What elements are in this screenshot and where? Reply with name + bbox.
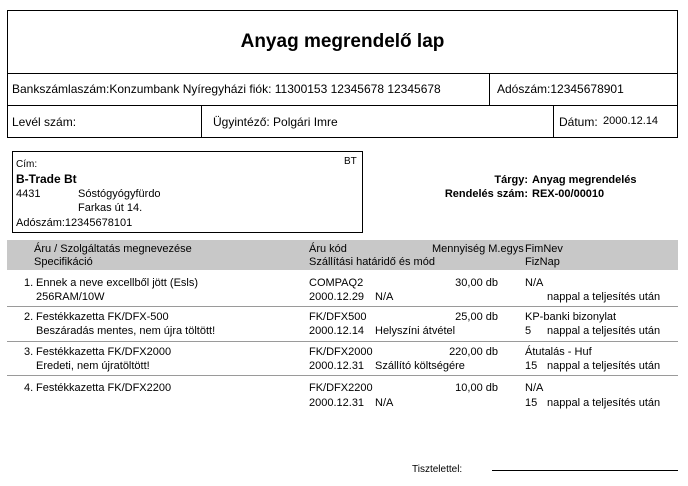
regards-label: Tisztelettel: bbox=[412, 464, 463, 475]
row-fim: N/A bbox=[525, 382, 544, 394]
row-terms: nappal a teljesítés után bbox=[547, 291, 661, 303]
row-fiz: 5 bbox=[525, 325, 532, 337]
row-name: Ennek a neve excellből jött (Esls) bbox=[36, 277, 199, 289]
bank-account: Bankszámlaszám:Konzumbank Nyíregyházi fiók: 11300153 12345678 12345678 bbox=[12, 82, 441, 96]
header-vline-3 bbox=[553, 105, 554, 138]
col-delivery-header: Szállítási határidő és mód bbox=[309, 256, 435, 268]
row-fiz: 15 bbox=[525, 397, 538, 409]
administrator: Ügyintéző: Polgári Imre bbox=[213, 115, 338, 129]
subject-label: Tárgy: bbox=[494, 174, 528, 186]
col-fimnev-header: FimNev bbox=[525, 243, 563, 255]
address-code: BT bbox=[344, 156, 357, 167]
row-terms: nappal a teljesítés után bbox=[547, 360, 661, 372]
row-name: Festékkazetta FK/DFX2000 bbox=[36, 346, 172, 358]
col-item-header: Áru / Szolgáltatás megnevezése bbox=[34, 243, 192, 255]
row-number: 3. bbox=[24, 346, 34, 358]
row-mode: N/A bbox=[375, 291, 394, 303]
signature-line bbox=[492, 470, 678, 471]
letter-number-label: Levél szám: bbox=[12, 115, 77, 129]
row-spec: Beszáradás mentes, nem újra töltött! bbox=[36, 325, 216, 337]
row-qty: 10,00 db bbox=[455, 382, 498, 394]
row-qty: 30,00 db bbox=[455, 277, 498, 289]
date-label: Dátum: bbox=[559, 115, 598, 129]
col-spec-header: Specifikáció bbox=[34, 256, 93, 268]
row-terms: nappal a teljesítés után bbox=[547, 397, 661, 409]
header-vline-2 bbox=[201, 105, 202, 138]
col-qty-header: Mennyiség M.egys bbox=[432, 243, 524, 255]
row-separator bbox=[7, 375, 678, 376]
row-code: FK/DFX500 bbox=[309, 311, 367, 323]
address-company: B-Trade Bt bbox=[16, 172, 77, 186]
header-divider-1 bbox=[7, 73, 678, 74]
address-tax: Adószám:12345678101 bbox=[16, 217, 133, 229]
row-date: 2000.12.31 bbox=[309, 360, 365, 372]
row-spec: 256RAM/10W bbox=[36, 291, 105, 303]
row-date: 2000.12.14 bbox=[309, 325, 365, 337]
row-mode: Helyszíni átvétel bbox=[375, 325, 456, 337]
order-label: Rendelés szám: bbox=[444, 188, 528, 200]
row-code: FK/DFX2200 bbox=[309, 382, 373, 394]
row-name: Festékkazetta FK/DFX-500 bbox=[36, 311, 169, 323]
row-terms: nappal a teljesítés után bbox=[547, 325, 661, 337]
subject-value: Anyag megrendelés bbox=[532, 174, 637, 186]
row-qty: 220,00 db bbox=[449, 346, 498, 358]
address-cim-label: Cím: bbox=[16, 159, 38, 170]
row-mode: Szállító költségére bbox=[375, 360, 465, 372]
row-fim: Átutalás - Huf bbox=[525, 346, 592, 358]
address-street: Farkas út 14. bbox=[78, 202, 143, 214]
row-date: 2000.12.31 bbox=[309, 397, 365, 409]
row-separator bbox=[7, 306, 678, 307]
row-fim: N/A bbox=[525, 277, 544, 289]
header-vline-1 bbox=[489, 73, 490, 105]
order-value: REX-00/00010 bbox=[532, 188, 605, 200]
row-number: 4. bbox=[24, 382, 34, 394]
row-fim: KP-banki bizonylat bbox=[525, 311, 617, 323]
row-mode: N/A bbox=[375, 397, 394, 409]
row-date: 2000.12.29 bbox=[309, 291, 365, 303]
address-city: Sóstógyógyfürdo bbox=[78, 188, 161, 200]
row-code: FK/DFX2000 bbox=[309, 346, 373, 358]
row-qty: 25,00 db bbox=[455, 311, 498, 323]
header-divider-2 bbox=[7, 105, 678, 106]
date-value: 2000.12.14 bbox=[603, 115, 659, 127]
tax-number: Adószám:12345678901 bbox=[497, 82, 624, 96]
col-fiznap-header: FizNap bbox=[525, 256, 560, 268]
row-number: 2. bbox=[24, 311, 34, 323]
row-name: Festékkazetta FK/DFX2200 bbox=[36, 382, 172, 394]
row-separator bbox=[7, 341, 678, 342]
page-title: Anyag megrendelő lap bbox=[240, 31, 445, 52]
row-code: COMPAQ2 bbox=[309, 277, 364, 289]
col-code-header: Áru kód bbox=[309, 243, 347, 255]
row-fiz: 15 bbox=[525, 360, 538, 372]
address-postcode: 4431 bbox=[16, 188, 41, 200]
row-number: 1. bbox=[24, 277, 34, 289]
row-spec: Eredeti, nem újratöltött! bbox=[36, 360, 150, 372]
